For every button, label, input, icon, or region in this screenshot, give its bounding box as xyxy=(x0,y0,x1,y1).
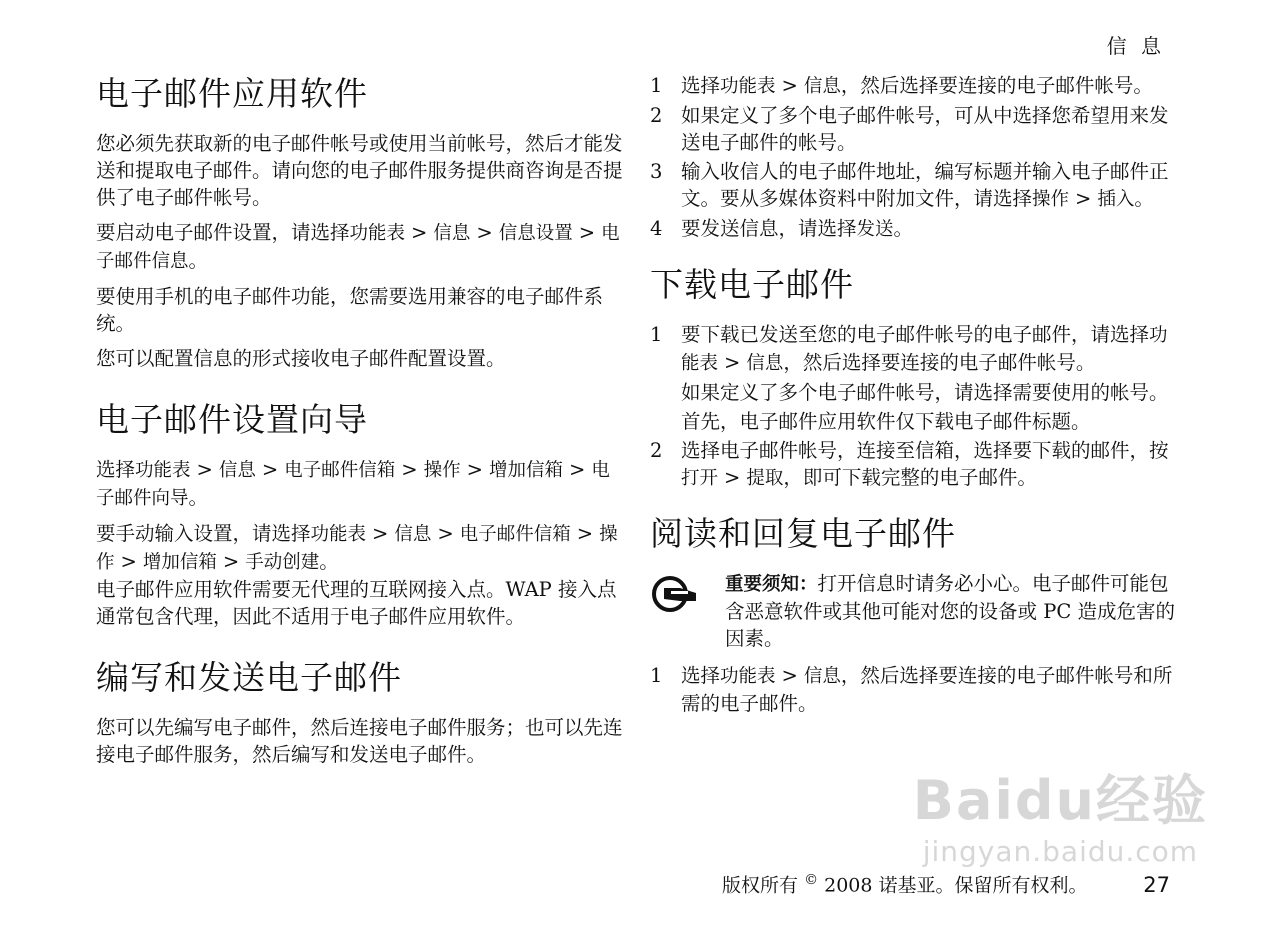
menu-item: 信息 xyxy=(803,76,841,97)
step-number: 2 xyxy=(650,104,663,127)
text: 选择 xyxy=(96,458,136,481)
text: 输入收信人的电子邮件地址，编写标题并输入电子邮件正文。要从多媒体资料中附加文件，请选择 xyxy=(681,160,1169,210)
path-separator: > xyxy=(1075,187,1092,210)
text: 要下载已发送至您的电子邮件帐号的电子邮件，请选择 xyxy=(681,323,1150,346)
menu-item: 操作 xyxy=(1032,189,1070,210)
text: 选择 xyxy=(681,74,721,97)
menu-item: 提取 xyxy=(746,468,784,489)
text: 要手动输入设置，请选择 xyxy=(96,522,311,545)
step-item xyxy=(650,102,1180,156)
section-email-app xyxy=(96,72,626,372)
section-title: 阅读和回复电子邮件 xyxy=(650,514,956,553)
paragraph: 您必须先获取新的电子邮件帐号或使用当前帐号，然后才能发送和提取电子邮件。请向您的电子邮件服务提供商咨询是否提供了电子邮件帐号。 xyxy=(96,132,623,209)
paragraph: 您可以配置信息的形式接收电子邮件配置设置。 xyxy=(96,347,506,370)
menu-item: 功能表 xyxy=(681,325,1168,374)
menu-item: 信息 xyxy=(394,524,432,545)
step-item xyxy=(650,72,1180,100)
menu-path-paragraph xyxy=(96,219,626,275)
step-number: 3 xyxy=(650,160,663,183)
menu-item: 功能表 xyxy=(310,524,367,545)
section-title: 电子邮件应用软件 xyxy=(96,74,368,113)
menu-item: 操作 xyxy=(423,460,461,481)
important-notice-icon xyxy=(650,574,698,614)
write-send-steps xyxy=(650,72,1180,243)
section-setup-wizard xyxy=(96,398,626,630)
text: 要发送信息，请选择 xyxy=(681,217,857,240)
menu-item: 插入 xyxy=(1097,189,1135,210)
step-list xyxy=(650,662,1180,717)
text: 。 xyxy=(188,249,209,272)
text: ，即可下载完整的电子邮件。 xyxy=(783,466,1037,489)
menu-item: 增加信箱 xyxy=(488,460,563,481)
menu-item: 功能表 xyxy=(720,76,776,97)
text: 。 xyxy=(188,486,209,509)
menu-item: 发送 xyxy=(856,219,894,240)
step-item xyxy=(650,321,1180,435)
path-separator: > xyxy=(476,221,493,244)
text: 2008 诺基亚。保留所有权利。 xyxy=(824,874,1088,896)
step-number: 1 xyxy=(650,74,663,97)
menu-item: 信息 xyxy=(746,353,784,374)
menu-path-paragraph xyxy=(96,520,626,576)
important-note xyxy=(650,570,1180,652)
path-separator: > xyxy=(196,458,213,481)
section-title: 编写和发送电子邮件 xyxy=(96,658,402,697)
step-sub-paragraph: 首先，电子邮件应用软件仅下载电子邮件标题。 xyxy=(681,410,1091,433)
text: ，然后选择要连接的电子邮件帐号和所需的电子邮件。 xyxy=(681,664,1173,715)
path-separator: > xyxy=(781,74,798,97)
left-column xyxy=(96,72,626,794)
menu-item: 信息 xyxy=(433,223,471,244)
menu-item: 手动创建 xyxy=(245,552,320,573)
note-lead: 重要须知： xyxy=(725,574,818,595)
menu-item: 功能表 xyxy=(720,666,776,687)
step-list xyxy=(650,72,1180,243)
step-item xyxy=(650,662,1180,717)
copyright-footer xyxy=(722,867,1088,898)
text: 选择 xyxy=(681,664,721,687)
menu-item: 电子邮件信息 xyxy=(96,223,620,272)
text: 如果定义了多个电子邮件帐号，可从中选择您希望用来发送电子邮件的帐号。 xyxy=(681,104,1169,154)
path-separator: > xyxy=(781,664,798,687)
step-number: 2 xyxy=(650,439,663,462)
step-item xyxy=(650,215,1180,243)
menu-item: 打开 xyxy=(681,468,719,489)
paragraph: 要使用手机的电子邮件功能，您需要选用兼容的电子邮件系统。 xyxy=(96,285,604,335)
path-separator: > xyxy=(411,221,428,244)
paragraph: 您可以先编写电子邮件，然后连接电子邮件服务；也可以先连接电子邮件服务，然后编写和发送电子邮件。 xyxy=(96,716,623,766)
text: 。 xyxy=(319,550,339,573)
step-item xyxy=(650,437,1180,492)
copyright-symbol: © xyxy=(804,871,819,888)
menu-item: 电子邮件信箱 xyxy=(459,524,571,545)
path-separator: > xyxy=(120,550,137,573)
text: ，然后选择要连接的电子邮件帐号。 xyxy=(783,351,1096,374)
text: 版权所有 xyxy=(722,874,799,896)
step-number: 1 xyxy=(650,323,663,346)
path-separator: > xyxy=(578,221,596,244)
note-text: 打开信息时请务必小心。电子邮件可能包含恶意软件或其他可能对您的设备或 PC 造成危害的因素。 xyxy=(725,572,1175,650)
path-separator: > xyxy=(261,458,279,481)
path-separator: > xyxy=(576,522,594,545)
menu-item: 信息 xyxy=(218,460,256,481)
text: 。 xyxy=(893,217,914,240)
section-download xyxy=(650,263,1180,492)
menu-item: 功能表 xyxy=(349,223,406,244)
path-separator: > xyxy=(222,550,240,573)
watermark-logo: Baidu经验 xyxy=(912,769,1208,832)
path-separator: > xyxy=(724,351,741,374)
path-separator: > xyxy=(372,522,389,545)
section-write-send xyxy=(96,656,626,768)
step-list xyxy=(650,321,1180,492)
path-separator: > xyxy=(568,458,586,481)
page-number: 27 xyxy=(1143,873,1170,897)
section-title: 下载电子邮件 xyxy=(650,265,854,304)
step-number: 1 xyxy=(650,664,663,687)
text: 选择电子邮件帐号，连接至信箱，选择要下载的邮件，按 xyxy=(681,439,1169,462)
menu-item: 增加信箱 xyxy=(142,552,217,573)
text: 。 xyxy=(1134,187,1154,210)
path-separator: > xyxy=(437,522,454,545)
step-sub-paragraph: 如果定义了多个电子邮件帐号，请选择需要使用的帐号。 xyxy=(681,381,1169,404)
path-separator: > xyxy=(466,458,483,481)
path-separator: > xyxy=(401,458,418,481)
paragraph: 电子邮件应用软件需要无代理的互联网接入点。WAP 接入点通常包含代理，因此不适用于电子邮件应用软件。 xyxy=(96,578,617,628)
path-separator: > xyxy=(724,466,741,489)
menu-path-paragraph xyxy=(96,456,626,512)
menu-item: 信息设置 xyxy=(498,223,573,244)
menu-item: 电子邮件向导 xyxy=(96,460,610,509)
menu-item: 信息 xyxy=(803,666,841,687)
running-header: 信 息 xyxy=(1106,34,1165,58)
right-column xyxy=(650,72,1180,743)
menu-item: 功能表 xyxy=(135,460,191,481)
watermark xyxy=(913,758,1208,868)
watermark-url: jingyan.baidu.com xyxy=(922,835,1199,868)
text: ，然后选择要连接的电子邮件帐号。 xyxy=(840,74,1153,97)
section-title: 电子邮件设置向导 xyxy=(96,400,368,439)
menu-item: 操作 xyxy=(96,524,618,573)
menu-item: 电子邮件信箱 xyxy=(284,460,396,481)
section-read-reply xyxy=(650,512,1180,717)
text: 要启动电子邮件设置，请选择 xyxy=(96,221,350,244)
step-number: 4 xyxy=(650,217,663,240)
step-item xyxy=(650,158,1180,213)
